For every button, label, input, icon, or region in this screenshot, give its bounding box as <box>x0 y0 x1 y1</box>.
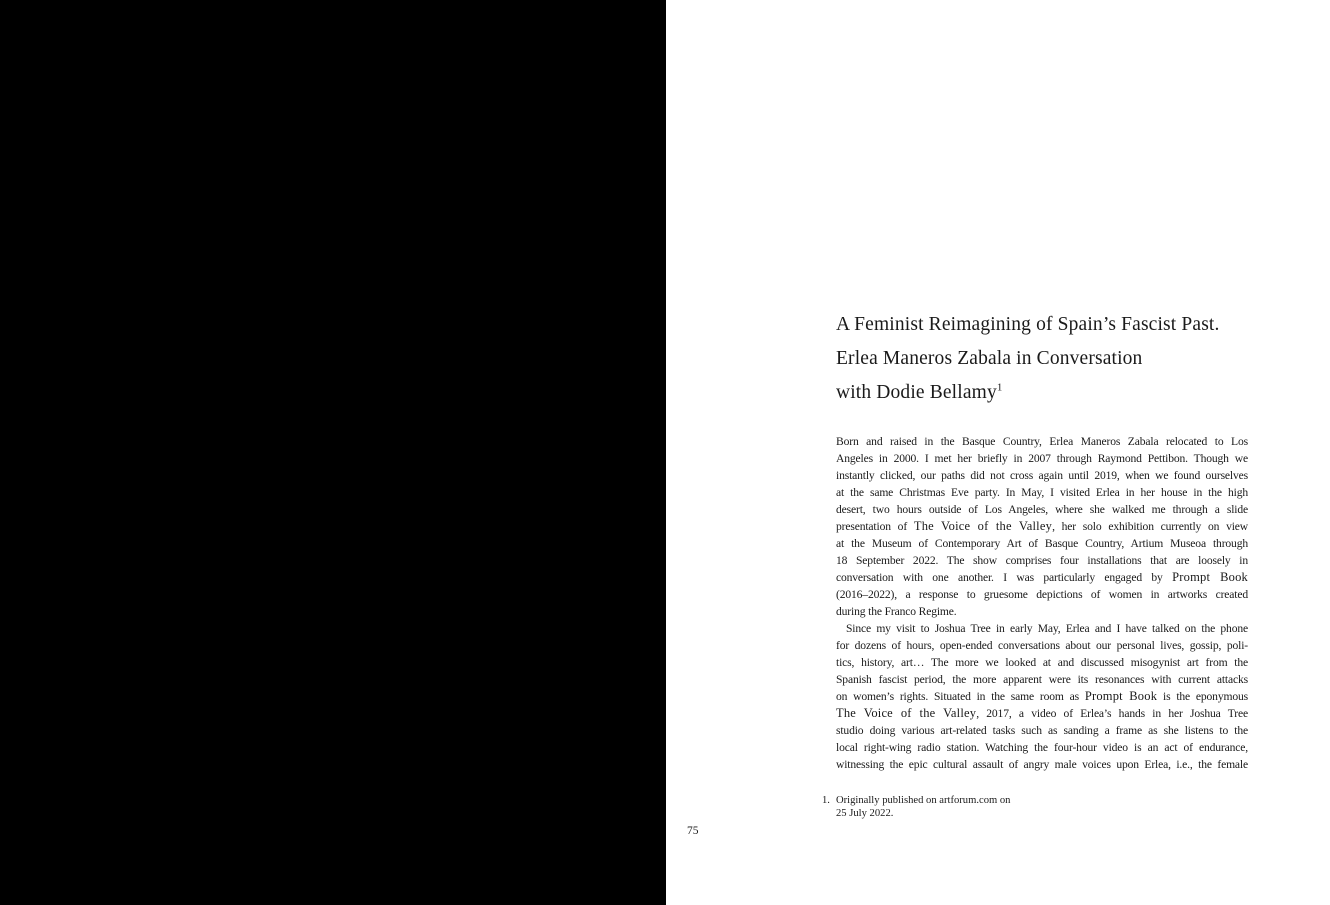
footnote <box>822 795 1082 820</box>
article-title <box>836 308 1306 410</box>
body-text-run: , her solo exhibition currently on view <box>1052 520 1249 533</box>
body-text-run: conversation with one another. I was particularly engaged by <box>836 571 1173 584</box>
title-line-1: A Feminist Reimagining of Spain’s Fascist Past. <box>836 314 1220 335</box>
body-line: during the Franco Regime. <box>836 605 957 618</box>
article-body <box>836 433 1248 773</box>
body-line <box>836 688 1248 705</box>
body-line <box>836 518 1248 535</box>
body-text-run: on women’s rights. Situated in the same room as <box>836 690 1085 703</box>
body-line: 18 September 2022. The show comprises four installations that are loosely in <box>836 554 1248 567</box>
footnote-text-line-1: Originally published on artforum.com on <box>836 795 1011 806</box>
footnote-text-line-2: 25 July 2022. <box>836 807 894 819</box>
body-line: at the Museum of Contemporary Art of Basque Country, Artium Museoa through <box>836 537 1248 550</box>
body-line: Since my visit to Joshua Tree in early May, Erlea and I have talked on the phone <box>846 622 1248 635</box>
body-line: at the same Christmas Eve party. In May, I visited Erlea in her house in the high <box>836 486 1248 499</box>
body-line: Born and raised in the Basque Country, Erlea Maneros Zabala relocated to Los <box>836 435 1248 448</box>
body-line: studio doing various art-related tasks such as sanding a frame as she listens to the <box>836 724 1248 737</box>
body-line: (2016–2022), a response to gruesome depictions of women in artworks created <box>836 588 1248 601</box>
work-title: The Voice of the Valley <box>913 519 1053 533</box>
footnote-number: 1. <box>822 795 830 806</box>
right-page <box>666 0 1330 905</box>
body-line: witnessing the epic cultural assault of angry male voices upon Erlea, i.e., the female <box>836 758 1248 771</box>
body-line: Angeles in 2000. I met her briefly in 2007 through Raymond Pettibon. Though we <box>836 452 1248 465</box>
body-line: tics, history, art… The more we looked at and discussed misogynist art from the <box>836 656 1248 669</box>
work-title: The Voice of the Valley <box>836 706 977 720</box>
body-line: instantly clicked, our paths did not cross again until 2019, when we found ourselves <box>836 469 1248 482</box>
body-line: Spanish fascist period, the more apparent were its resonances with current attacks <box>836 673 1248 686</box>
body-text-run: is the eponymous <box>1157 690 1248 703</box>
body-line <box>836 705 1248 722</box>
page-number: 75 <box>687 825 699 837</box>
body-line: for dozens of hours, open-ended conversations about our personal lives, gossip, poli- <box>836 639 1248 652</box>
body-line <box>836 569 1248 586</box>
work-title: Prompt Book <box>1084 689 1158 703</box>
body-text-run: , 2017, a video of Erlea’s hands in her Joshua Tree <box>976 707 1248 720</box>
title-line-3 <box>836 376 1306 410</box>
body-line: desert, two hours outside of Los Angeles, where she walked me through a slide <box>836 503 1248 516</box>
body-line: local right-wing radio station. Watching the four-hour video is an act of endurance, <box>836 741 1248 754</box>
body-text-run: presentation of <box>836 520 914 533</box>
work-title: Prompt Book <box>1172 570 1248 584</box>
footnote-ref: 1 <box>996 381 1003 394</box>
title-line-3-text: with Dodie Bellamy <box>836 382 997 403</box>
title-line-2: Erlea Maneros Zabala in Conversation <box>836 348 1143 369</box>
